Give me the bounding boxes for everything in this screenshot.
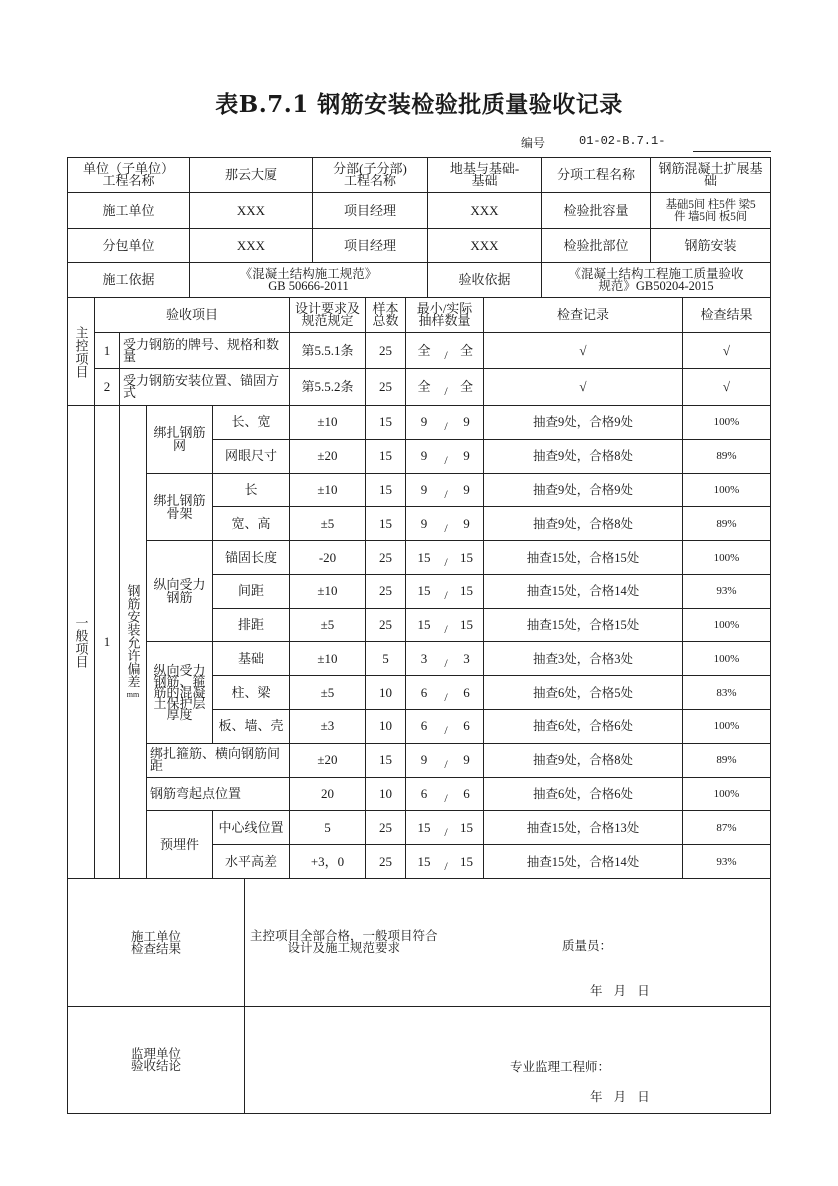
general-min-actual: 15 / 15 xyxy=(406,609,484,643)
batch-capacity-label: 检验批容量 xyxy=(542,193,651,229)
general-sample: 15 xyxy=(366,507,406,541)
general-record: 抽查9处，合格9处 xyxy=(484,474,683,508)
general-result: 100% xyxy=(683,474,771,508)
general-result: 89% xyxy=(683,440,771,474)
general-min-actual: 6 / 6 xyxy=(406,710,484,744)
general-req: ±10 xyxy=(290,575,366,609)
batch-location-label: 检验批部位 xyxy=(542,229,651,263)
main-item-min-actual: 全 / 全 xyxy=(406,369,484,406)
group-longitudinal: 纵向受力 钢筋 xyxy=(147,541,213,642)
main-item-req: 第5.5.1条 xyxy=(290,333,366,369)
subcontractor-value: XXX xyxy=(190,229,313,263)
general-result: 93% xyxy=(683,575,771,609)
general-item: 板、墙、壳 xyxy=(213,710,290,744)
general-item: 排距 xyxy=(213,609,290,643)
project-info-table xyxy=(67,157,771,298)
general-req: +3，0 xyxy=(290,845,366,879)
general-sample: 15 xyxy=(366,406,406,440)
general-item: 网眼尺寸 xyxy=(213,440,290,474)
general-min-actual: 15 / 15 xyxy=(406,811,484,845)
batch-location-value: 钢筋安装 xyxy=(651,229,771,263)
general-item: 长 xyxy=(213,474,290,508)
general-result: 100% xyxy=(683,642,771,676)
general-item: 长、宽 xyxy=(213,406,290,440)
general-sample: 25 xyxy=(366,845,406,879)
sub-project-value: 地基与基础- 基础 xyxy=(428,158,542,193)
general-record: 抽查15处，合格13处 xyxy=(484,811,683,845)
general-min-actual: 9 / 9 xyxy=(406,744,484,778)
general-item: 宽、高 xyxy=(213,507,290,541)
general-result: 100% xyxy=(683,609,771,643)
main-item-req: 第5.5.2条 xyxy=(290,369,366,406)
general-sample: 25 xyxy=(366,811,406,845)
subcontractor-manager-label: 项目经理 xyxy=(313,229,428,263)
group-stirrup: 绑扎箍筋、横向钢筋间 距 xyxy=(147,744,290,778)
general-record: 抽查9处，合格8处 xyxy=(484,744,683,778)
main-item-name: 受力钢筋的牌号、规格和数 量 xyxy=(120,333,290,369)
check-mark-icon: √ xyxy=(683,333,771,369)
general-sample: 15 xyxy=(366,744,406,778)
general-min-actual: 3 / 3 xyxy=(406,642,484,676)
general-item: 柱、梁 xyxy=(213,676,290,710)
group-bend: 钢筋弯起点位置 xyxy=(147,778,290,812)
main-item-no: 2 xyxy=(95,369,120,406)
header-check-result: 检查结果 xyxy=(683,298,771,333)
check-mark-icon: √ xyxy=(683,369,771,406)
supervisor-date: 年 月 日 xyxy=(590,1090,650,1104)
general-item: 中心线位置 xyxy=(213,811,290,845)
general-item: 水平高差 xyxy=(213,845,290,879)
general-result: 93% xyxy=(683,845,771,879)
general-min-actual: 15 / 15 xyxy=(406,575,484,609)
general-min-actual: 15 / 15 xyxy=(406,845,484,879)
general-record: 抽查3处，合格3处 xyxy=(484,642,683,676)
general-record: 抽查6处，合格6处 xyxy=(484,778,683,812)
general-result: 100% xyxy=(683,710,771,744)
serial-value: 01-02-B.7.1- xyxy=(579,134,666,148)
header-acceptance-item: 验收项目 xyxy=(95,298,290,333)
general-item: 基础 xyxy=(213,642,290,676)
contractor-check-area[interactable] xyxy=(245,879,771,1007)
general-req: ±5 xyxy=(290,676,366,710)
page-title: 表B.7.1 钢筋安装检验批质量验收记录 xyxy=(215,91,623,118)
main-item-sample: 25 xyxy=(366,333,406,369)
contractor-conclusion: 主控项目全部合格，一般项目符合 设计及施工规范要求 xyxy=(250,929,438,955)
construction-basis-value: 《混凝土结构施工规范》 GB 50666-2011 xyxy=(190,263,428,298)
general-sample: 5 xyxy=(366,642,406,676)
header-min-actual: 最小/实际 抽样数量 xyxy=(406,298,484,333)
group-mesh: 绑扎钢筋 网 xyxy=(147,406,213,474)
general-result: 83% xyxy=(683,676,771,710)
contractor-label: 施工单位 xyxy=(68,193,190,229)
main-control-section-label: 主控项目 xyxy=(68,298,95,406)
main-item-min-actual: 全 / 全 xyxy=(406,333,484,369)
supervising-engineer-label: 专业监理工程师： xyxy=(510,1060,611,1074)
general-req: ±5 xyxy=(290,507,366,541)
general-record: 抽查15处，合格14处 xyxy=(484,845,683,879)
general-record: 抽查9处，合格8处 xyxy=(484,507,683,541)
general-record: 抽查6处，合格5处 xyxy=(484,676,683,710)
general-req: 5 xyxy=(290,811,366,845)
contractor-manager-label: 项目经理 xyxy=(313,193,428,229)
general-sample: 15 xyxy=(366,440,406,474)
supervisor-conclusion-area[interactable] xyxy=(245,1007,771,1114)
main-item-name: 受力钢筋安装位置、锚固方 式 xyxy=(120,369,290,406)
signoff-table xyxy=(67,879,771,1114)
general-req: ±10 xyxy=(290,642,366,676)
main-item-no: 1 xyxy=(95,333,120,369)
general-sample: 25 xyxy=(366,609,406,643)
contractor-date: 年 月 日 xyxy=(590,984,650,998)
general-record: 抽查9处，合格8处 xyxy=(484,440,683,474)
item-project-value: 钢筋混凝土扩展基 础 xyxy=(651,158,771,193)
contractor-manager-value: XXX xyxy=(428,193,542,229)
general-req: ±20 xyxy=(290,440,366,474)
construction-basis-label: 施工依据 xyxy=(68,263,190,298)
general-req: ±10 xyxy=(290,406,366,440)
general-min-actual: 9 / 9 xyxy=(406,440,484,474)
general-req: ±3 xyxy=(290,710,366,744)
batch-capacity-value: 基础5间 柱5件 梁5 件 墙5间 板5间 xyxy=(651,193,771,229)
subcontractor-label: 分包单位 xyxy=(68,229,190,263)
general-result: 100% xyxy=(683,778,771,812)
serial-blank-field[interactable] xyxy=(693,151,771,152)
check-mark-icon: √ xyxy=(484,333,683,369)
general-item: 间距 xyxy=(213,575,290,609)
general-req: ±20 xyxy=(290,744,366,778)
general-record: 抽查9处，合格9处 xyxy=(484,406,683,440)
tolerance-label: 钢筋安装允许偏差 mm xyxy=(120,406,147,879)
inspection-table xyxy=(67,298,771,879)
general-record: 抽查6处，合格6处 xyxy=(484,710,683,744)
acceptance-basis-value: 《混凝土结构工程施工质量验收 规范》GB50204-2015 xyxy=(542,263,771,298)
check-mark-icon: √ xyxy=(484,369,683,406)
general-sample: 15 xyxy=(366,474,406,508)
general-item-no: 1 xyxy=(95,406,120,879)
header-sample-total: 样本 总数 xyxy=(366,298,406,333)
general-sample: 25 xyxy=(366,541,406,575)
header-design-req: 设计要求及 规范规定 xyxy=(290,298,366,333)
quality-inspector-label: 质量员： xyxy=(562,939,613,953)
general-result: 100% xyxy=(683,406,771,440)
group-cage: 绑扎钢筋 骨架 xyxy=(147,474,213,542)
general-min-actual: 9 / 9 xyxy=(406,507,484,541)
general-result: 100% xyxy=(683,541,771,575)
general-record: 抽查15处，合格15处 xyxy=(484,609,683,643)
general-req: -20 xyxy=(290,541,366,575)
group-cover: 纵向受力 钢筋、箍 筋的混凝 土保护层 厚度 xyxy=(147,642,213,743)
general-min-actual: 15 / 15 xyxy=(406,541,484,575)
supervisor-conclusion-label: 监理单位 验收结论 xyxy=(68,1007,245,1114)
general-req: 20 xyxy=(290,778,366,812)
general-record: 抽查15处，合格14处 xyxy=(484,575,683,609)
general-min-actual: 6 / 6 xyxy=(406,676,484,710)
general-record: 抽查15处，合格15处 xyxy=(484,541,683,575)
general-req: ±10 xyxy=(290,474,366,508)
general-min-actual: 9 / 9 xyxy=(406,406,484,440)
main-item-sample: 25 xyxy=(366,369,406,406)
general-result: 89% xyxy=(683,507,771,541)
general-sample: 25 xyxy=(366,575,406,609)
general-section-label: 一般项目 xyxy=(68,406,95,879)
contractor-check-label: 施工单位 检查结果 xyxy=(68,879,245,1007)
general-min-actual: 6 / 6 xyxy=(406,778,484,812)
general-req: ±5 xyxy=(290,609,366,643)
subcontractor-manager-value: XXX xyxy=(428,229,542,263)
general-result: 89% xyxy=(683,744,771,778)
unit-project-label: 单位（子单位） 工程名称 xyxy=(68,158,190,193)
header-check-record: 检查记录 xyxy=(484,298,683,333)
unit-project-value: 那云大厦 xyxy=(190,158,313,193)
sub-project-label: 分部(子分部) 工程名称 xyxy=(313,158,428,193)
general-min-actual: 9 / 9 xyxy=(406,474,484,508)
contractor-value: XXX xyxy=(190,193,313,229)
group-embedded: 预埋件 xyxy=(147,811,213,879)
general-sample: 10 xyxy=(366,778,406,812)
item-project-label: 分项工程名称 xyxy=(542,158,651,193)
serial-label: 编号 xyxy=(521,136,546,150)
general-sample: 10 xyxy=(366,676,406,710)
general-sample: 10 xyxy=(366,710,406,744)
general-item: 锚固长度 xyxy=(213,541,290,575)
acceptance-basis-label: 验收依据 xyxy=(428,263,542,298)
general-result: 87% xyxy=(683,811,771,845)
